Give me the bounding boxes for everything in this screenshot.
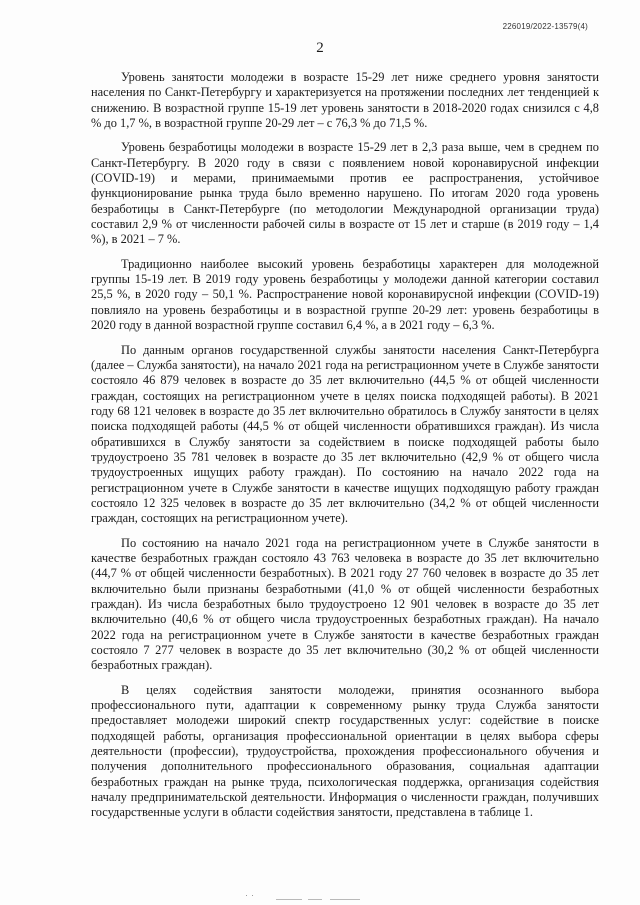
paragraph-registered-unemployed: По состоянию на начало 2021 года на регистрационном учете в Службе занятости в качестве безработных граждан состояло 43 763 человека в возрасте до 35 лет включительно (44,7 % от общей численности безработных). В 2021 году 27 760 человек в возрасте до 35 лет включительно были признаны безработными (41,0 % от общей численности безработных граждан). Из числа безработных было трудоустроено 12 901 человек в возрасте до 35 лет включительно (40,6 % от общего числа трудоустроенных безработных граждан). На начало 2022 года на регистрационном учете в Службе занятости в качестве безработных граждан состояло 7 277 человек в возрасте до 35 лет включительно (30,2 % от общей численности безработных граждан).: [91, 535, 599, 673]
paragraph-age-group-unemployment: Традиционно наиболее высокий уровень безработицы характерен для молодежной группы 15-19 лет. В 2019 году уровень безработицы у молодежи данной категории составил 25,5 %, в 2020 году – 50,1 %. Распространение новой коронавирусной инфекции (COVID-19) повлияло на уровень безработицы и в возрастной группе 20-29 лет: уровень безработицы в 2020 году в данной возрастной группе составил 6,4 %, а в 2021 году – 6,3 %.: [91, 256, 599, 333]
paragraph-employment-service-job-seekers: По данным органов государственной службы занятости населения Санкт-Петербурга (далее – Служба занятости), на начало 2021 года на регистрационном учете в Службе занятости состояло 46 879 человек в возрасте до 35 лет включительно (44,5 % от общей численности граждан, состоящих на регистрационном учете в целях поиска подходящей работы). В 2021 году 68 121 человек в возрасте до 35 лет включительно обратилось в Службу занятости в целях поиска подходящей работы (44,5 % от общей численности обратившихся граждан). Из числа обратившихся в Службу занятости за содействием в поиске подходящей работы было трудоустроено 35 781 человек в возрасте до 35 лет включительно (42,9 % от общего числа трудоустроенных ищущих работу граждан). По состоянию на начало 2022 года на регистрационном учете в Службе занятости в качестве ищущих подходящую работу граждан состояло 12 325 человек в возрасте до 35 лет включительно (34,2 % от общей численности граждан, состоящих на регистрационном учете).: [91, 342, 599, 526]
scan-artifact-bottom: [0, 893, 640, 905]
paragraph-youth-unemployment: Уровень безработицы молодежи в возрасте 15-29 лет в 2,3 раза выше, чем в среднем по Санкт-Петербургу. В 2020 году в связи с появлением новой коронавирусной инфекции (COVID-19) и мерами, принимаемыми против ее распространения, устойчивое функционирование рынка труда было временно нарушено. По итогам 2020 года уровень безработицы в Санкт-Петербурге (по методологии Международной организации труда) составил 2,9 % от численности рабочей силы в возрасте от 15 лет и старше (в 2019 году – 1,4 %), в 2021 – 7 %.: [91, 140, 599, 247]
page-number: 2: [316, 40, 324, 56]
document-registration-number: 226019/2022-13579(4): [502, 22, 588, 31]
paragraph-youth-employment: Уровень занятости молодежи в возрасте 15-29 лет ниже среднего уровня занятости населения по Санкт-Петербургу и характеризуется на протяжении последних лет тенденцией к снижению. В возрастной группе 15-19 лет уровень занятости в 2018-2020 годах снизился с 4,8 % до 1,7 %, в возрастной группе 20-29 лет – с 76,3 % до 71,5 %.: [91, 70, 599, 131]
paragraph-public-services: В целях содействия занятости молодежи, принятия осознанного выбора профессионального пути, адаптации к современному рынку труда Служба занятости предоставляет молодежи широкий спектр государственных услуг: содействие в поиске подходящей работы, организация профессиональной ориентации в целях выбора сферы деятельности (профессии), трудоустройства, прохождения профессионального обучения и получения дополнительного профессионального образования, социальная адаптации безработных граждан на рынке труда, психологическая поддержка, организация содействия началу предпринимательской деятельности. Информация о численности граждан, получивших государственные услуги в области содействия занятости, представлена в таблице 1.: [91, 682, 599, 820]
document-body: [91, 70, 599, 830]
